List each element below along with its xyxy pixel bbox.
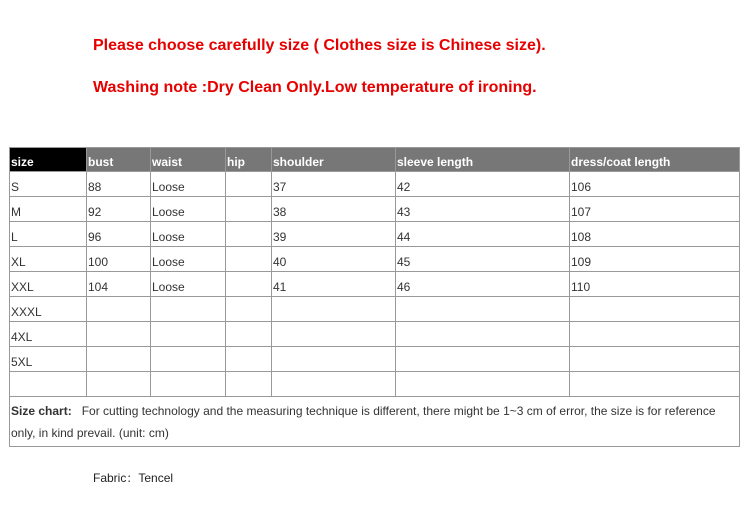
table-cell: [570, 322, 740, 347]
column-header: bust: [87, 148, 151, 172]
column-header: dress/coat length: [570, 148, 740, 172]
table-row: [10, 222, 740, 247]
table-cell: [272, 347, 396, 372]
table-cell: L: [10, 222, 87, 247]
table-cell: [396, 322, 570, 347]
table-cell: Loose: [151, 172, 226, 197]
table-cell: 44: [396, 222, 570, 247]
table-cell: Loose: [151, 197, 226, 222]
table-cell: 100: [87, 247, 151, 272]
table-row: [10, 372, 740, 397]
table-cell: 45: [396, 247, 570, 272]
table-cell: [272, 297, 396, 322]
table-cell: [87, 347, 151, 372]
column-header: sleeve length: [396, 148, 570, 172]
table-cell: 110: [570, 272, 740, 297]
table-cell: [226, 347, 272, 372]
size-note: Please choose carefully size ( Clothes size is Chinese size).: [93, 37, 546, 54]
column-header: hip: [226, 148, 272, 172]
column-header: waist: [151, 148, 226, 172]
table-cell: XXXL: [10, 297, 87, 322]
table-cell: [226, 372, 272, 397]
table-row: [10, 247, 740, 272]
size-table: [9, 147, 740, 447]
table-cell: M: [10, 197, 87, 222]
table-cell: [570, 372, 740, 397]
fabric-label: Fabric：Tencel: [93, 471, 174, 485]
table-cell: [396, 297, 570, 322]
table-cell: [226, 197, 272, 222]
table-cell: [226, 222, 272, 247]
table-cell: 40: [272, 247, 396, 272]
size-chart-label: Size chart:: [11, 404, 72, 418]
table-cell: [570, 347, 740, 372]
table-cell: [151, 322, 226, 347]
table-row: [10, 272, 740, 297]
table-cell: 96: [87, 222, 151, 247]
table-cell: Loose: [151, 247, 226, 272]
table-cell: 104: [87, 272, 151, 297]
table-cell: [396, 372, 570, 397]
table-cell: Loose: [151, 222, 226, 247]
table-cell: 42: [396, 172, 570, 197]
table-cell: [87, 297, 151, 322]
table-cell: 109: [570, 247, 740, 272]
table-row: [10, 297, 740, 322]
table-cell: [226, 172, 272, 197]
table-cell: 106: [570, 172, 740, 197]
column-header: size: [10, 148, 87, 172]
table-cell: 4XL: [10, 322, 87, 347]
table-cell: 92: [87, 197, 151, 222]
table-cell: 107: [570, 197, 740, 222]
table-cell: [87, 322, 151, 347]
table-cell: 46: [396, 272, 570, 297]
table-cell: [570, 297, 740, 322]
table-cell: 37: [272, 172, 396, 197]
table-cell: 88: [87, 172, 151, 197]
table-row: [10, 197, 740, 222]
table-cell: Loose: [151, 272, 226, 297]
table-cell: [272, 372, 396, 397]
table-row: [10, 172, 740, 197]
table-row: [10, 322, 740, 347]
table-cell: S: [10, 172, 87, 197]
header-row: [10, 148, 740, 172]
table-cell: 43: [396, 197, 570, 222]
table-cell: 38: [272, 197, 396, 222]
size-chart-row: [10, 397, 740, 447]
table-cell: [396, 347, 570, 372]
table-cell: 39: [272, 222, 396, 247]
washing-note: Washing note :Dry Clean Only.Low temperature of ironing.: [93, 79, 537, 96]
table-cell: [226, 272, 272, 297]
size-chart-text: For cutting technology and the measuring technique is different, there might be 1~3 cm of error, the size is for reference only, in kind prevail. (unit: cm): [11, 404, 716, 440]
table-cell: [10, 372, 87, 397]
table-cell: [151, 372, 226, 397]
table-cell: [226, 322, 272, 347]
table-cell: XL: [10, 247, 87, 272]
table-cell: [226, 247, 272, 272]
table-cell: [272, 322, 396, 347]
table-cell: [226, 297, 272, 322]
size-chart-note: [10, 397, 740, 447]
table-cell: XXL: [10, 272, 87, 297]
table-row: [10, 347, 740, 372]
table-cell: [151, 347, 226, 372]
column-header: shoulder: [272, 148, 396, 172]
table-cell: [151, 297, 226, 322]
table-cell: 108: [570, 222, 740, 247]
table-cell: [87, 372, 151, 397]
table-cell: 41: [272, 272, 396, 297]
table-cell: 5XL: [10, 347, 87, 372]
